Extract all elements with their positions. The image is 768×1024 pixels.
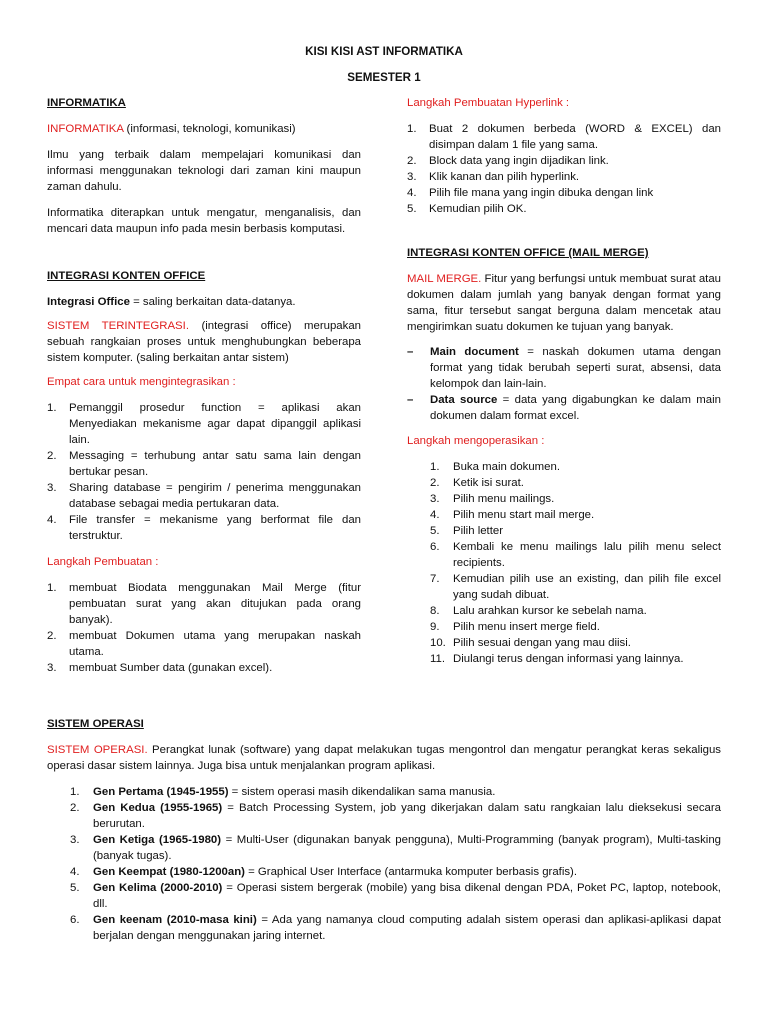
- list-item: 6. Kembali ke menu mailings lalu pilih menu select recipients.: [430, 541, 721, 569]
- sistem-terintegrasi-definition: [47, 318, 361, 366]
- list-item: – Main document = naskah dokumen utama dengan format yang tidak berubah seperti surat, absensi, data kelompok dan lain-lain.: [407, 346, 721, 390]
- list-item: 2. Ketik isi surat.: [430, 477, 524, 489]
- integrasi-office-definition: [47, 294, 361, 310]
- left-column: [47, 95, 361, 676]
- list-item: – Data source = data yang digabungkan ke dalam main dokumen dalam format excel.: [407, 394, 721, 422]
- list-item: 6. Gen keenam (2010-masa kini) = Ada yang namanya cloud computing adalah sistem operasi dan aplikasi-aplikasi dapat berjalan dengan menggunakan jaring internet.: [70, 914, 721, 942]
- list-item: 2. membuat Dokumen utama yang merupakan naskah utama.: [47, 630, 361, 658]
- mailmerge-term: MAIL MERGE.: [407, 273, 482, 285]
- cara-integrasi-list: [47, 400, 361, 544]
- document-title: KISI KISI AST INFORMATIKA: [305, 45, 463, 58]
- list-item: 1. Gen Pertama (1945-1955) = sistem operasi masih dikendalikan sama manusia.: [70, 786, 496, 798]
- list-item: 5. Pilih letter: [430, 525, 504, 537]
- informatika-def-rest: (informasi, teknologi, komunikasi): [123, 123, 296, 135]
- informatika-paragraph-1: Ilmu yang terbaik dalam mempelajari komunikasi dan informasi menggunakan teknologi dari zaman kini maupun zaman dahulu.: [47, 149, 361, 193]
- list-item: 5. Kemudian pilih OK.: [407, 203, 527, 215]
- cara-integrasi-heading: Empat cara untuk mengintegrasikan :: [47, 376, 236, 388]
- langkah-pembuatan-list: [47, 580, 361, 676]
- hyperlink-heading: Langkah Pembuatan Hyperlink :: [407, 97, 570, 109]
- informatika-term: INFORMATIKA: [47, 123, 124, 135]
- list-item: 4. File transfer = mekanisme yang berformat file dan terstruktur.: [47, 514, 361, 542]
- list-item: 10. Pilih sesuai dengan yang mau diisi.: [430, 637, 631, 649]
- hyperlink-steps: [407, 121, 721, 217]
- langkah-pembuatan-heading: Langkah Pembuatan :: [47, 556, 159, 568]
- sistem-operasi-definition: [47, 742, 721, 774]
- list-item: 5. Gen Kelima (2000-2010) = Operasi sistem bergerak (mobile) yang bisa dikenal dengan PDA, Poket PC, laptop, notebook, dll.: [70, 882, 721, 910]
- informatika-definition: [47, 121, 361, 137]
- list-item: 2. Gen Kedua (1955-1965) = Batch Processing System, job yang dikerjakan dalam satu rangkaian lalu dieksekusi secara berurutan.: [70, 802, 721, 830]
- list-item: 1. membuat Biodata menggunakan Mail Merge (fitur pembuatan surat yang akan ditujukan pada orang banyak).: [47, 582, 361, 626]
- list-item: 2. Block data yang ingin dijadikan link.: [407, 155, 609, 167]
- list-item: 11. Diulangi terus dengan informasi yang lainnya.: [430, 653, 684, 665]
- informatika-heading: INFORMATIKA: [47, 97, 126, 109]
- sistem-operasi-term: SISTEM OPERASI.: [47, 744, 148, 756]
- list-item: 3. membuat Sumber data (gunakan excel).: [47, 662, 273, 674]
- list-item: 2. Messaging = terhubung antar satu sama lain dengan bertukar pesan.: [47, 450, 361, 478]
- informatika-paragraph-2: Informatika diterapkan untuk mengatur, menganalisis, dan mencari data maupun info pada mesin berbasis komputasi.: [47, 207, 361, 235]
- integrasi-heading: INTEGRASI KONTEN OFFICE: [47, 270, 206, 282]
- sistem-operasi-section: [47, 716, 721, 944]
- list-item: 7. Kemudian pilih use an existing, dan pilih file excel yang sudah dibuat.: [430, 573, 721, 601]
- integrasi-office-term: Integrasi Office: [47, 296, 130, 308]
- sistem-operasi-rest: Perangkat lunak (software) yang dapat melakukan tugas mengontrol dan mengatur perangkat keras sekaligus operasi dasar sistem lainnya. Juga bisa untuk menjalankan program aplikasi.: [47, 744, 722, 772]
- list-item: 3. Klik kanan dan pilih hyperlink.: [407, 171, 580, 183]
- sistem-terintegrasi-term: SISTEM TERINTEGRASI.: [47, 320, 189, 332]
- list-item: 4. Pilih menu start mail merge.: [430, 509, 595, 521]
- mengoperasikan-heading: Langkah mengoperasikan :: [407, 435, 545, 447]
- right-column: [407, 95, 721, 667]
- mailmerge-rest: Fitur yang berfungsi untuk membuat surat atau dokumen dalam jumlah yang banyak dengan format yang sama, fitur tersebut sangat berguna dalam mencetak atau mengirimkan suatu dokumen ke tujuan yang banyak.: [407, 273, 721, 333]
- list-item: 8. Lalu arahkan kursor ke sebelah nama.: [430, 605, 647, 617]
- document-subtitle: SEMESTER 1: [347, 71, 421, 84]
- list-item: 1. Buat 2 dokumen berbeda (WORD & EXCEL) dan disimpan dalam 1 file yang sama.: [407, 123, 721, 151]
- list-item: 3. Pilih menu mailings.: [430, 493, 555, 505]
- sistem-terintegrasi-rest: (integrasi office) merupakan sebuah rangkaian proses untuk menghubungkan beberapa sistem komputer. (saling berkaitan antar sistem): [47, 320, 362, 364]
- generasi-list: [47, 784, 721, 944]
- sistem-operasi-heading: SISTEM OPERASI: [47, 718, 144, 730]
- mailmerge-components: [407, 344, 721, 424]
- list-item: 3. Gen Ketiga (1965-1980) = Multi-User (digunakan banyak pengguna), Multi-Programming (banyak program), Multi-tasking (banyak tugas).: [70, 834, 722, 862]
- list-item: 4. Gen Keempat (1980-1200an) = Graphical User Interface (antarmuka komputer berbasis grafis).: [70, 866, 578, 878]
- list-item: 4. Pilih file mana yang ingin dibuka dengan link: [407, 187, 654, 199]
- list-item: 9. Pilih menu insert merge field.: [430, 621, 600, 633]
- integrasi-office-rest: = saling berkaitan data-datanya.: [129, 296, 296, 308]
- mailmerge-heading: INTEGRASI KONTEN OFFICE (MAIL MERGE): [407, 247, 649, 259]
- list-item: 3. Sharing database = pengirim / penerima menggunakan database sebagai media pertukaran data.: [47, 482, 361, 510]
- mengoperasikan-steps: [407, 459, 721, 667]
- mailmerge-definition: [407, 271, 721, 335]
- list-item: 1. Pemanggil prosedur function = aplikasi akan Menyediakan mekanisme agar dapat dipanggil aplikasi lain.: [47, 402, 361, 446]
- list-item: 1. Buka main dokumen.: [430, 461, 561, 473]
